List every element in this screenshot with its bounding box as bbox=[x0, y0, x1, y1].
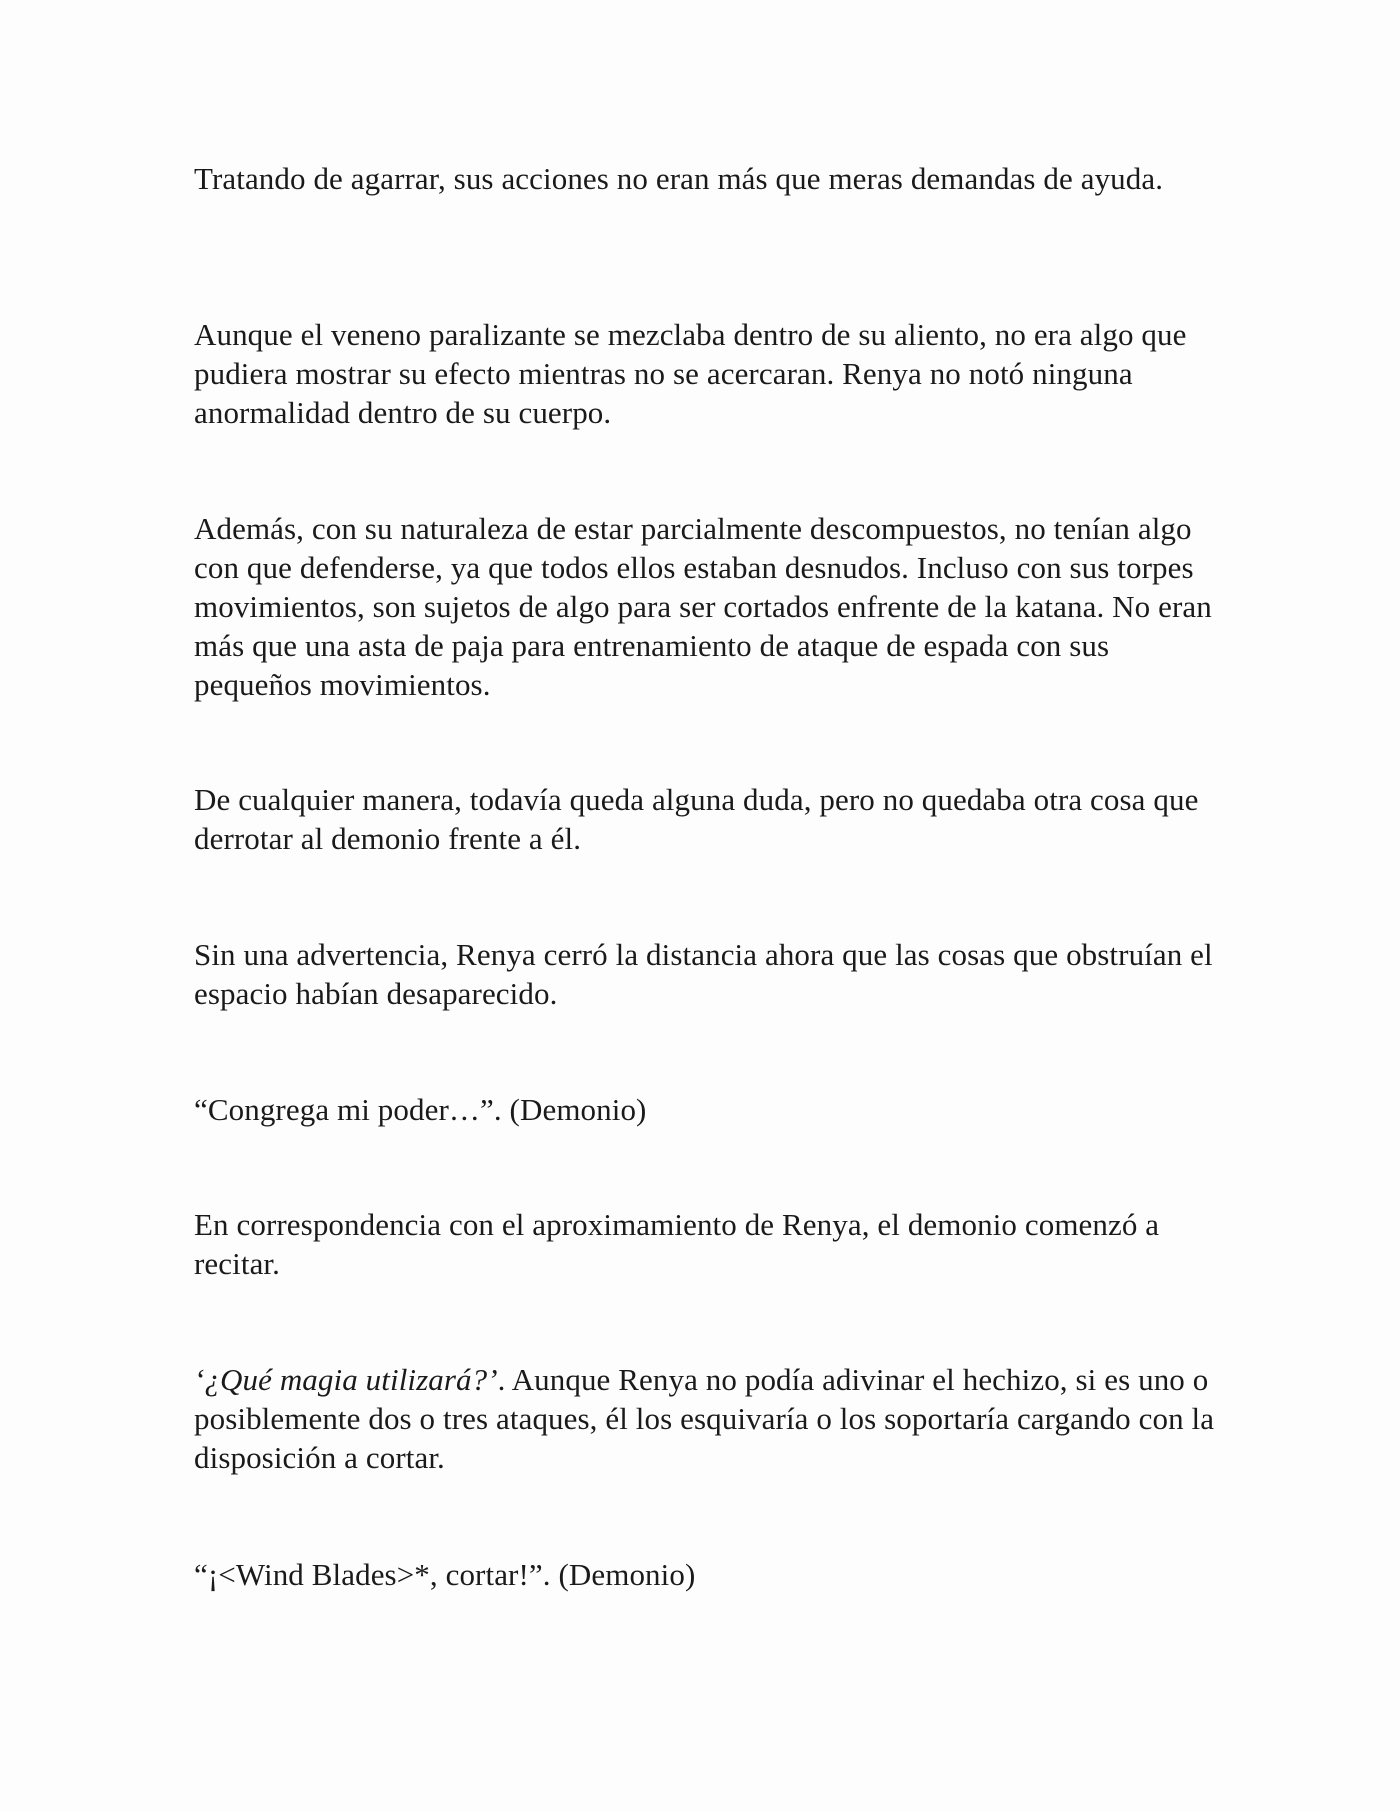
paragraph-1: Tratando de agarrar, sus acciones no eran más que meras demandas de ayuda. bbox=[194, 161, 1164, 196]
paragraph-3: Además, con su naturaleza de estar parcialmente descompuestos, no tenían algo con que defenderse, ya que todos ellos estaban desnudos. Incluso con sus torpes movimientos, son sujetos de algo para ser cortados enfrente de la katana. No eran más que una asta de paja para entrenamiento de ataque de espada con sus pequeños movimientos. bbox=[194, 511, 1212, 702]
paragraph-7: En correspondencia con el aproximamiento de Renya, el demonio comenzó a recitar. bbox=[194, 1207, 1160, 1281]
paragraph-8 bbox=[194, 1360, 1234, 1477]
paragraph-4: De cualquier manera, todavía queda alguna duda, pero no quedaba otra cosa que derrotar al demonio frente a él. bbox=[194, 782, 1199, 856]
paragraph-2: Aunque el veneno paralizante se mezclaba dentro de su aliento, no era algo que pudiera mostrar su efecto mientras no se acercaran. Renya no notó ninguna anormalidad dentro de su cuerpo. bbox=[194, 317, 1187, 430]
paragraph-8-text: . Aunque Renya no podía adivinar el hechizo, si es uno o posiblemente dos o tres ataques, él los esquivaría o los soportaría cargando con la disposición a cortar. bbox=[194, 1362, 1215, 1475]
dialogue-line-2: “¡<Wind Blades>*, cortar!”. (Demonio) bbox=[194, 1557, 696, 1592]
paragraph-5: Sin una advertencia, Renya cerró la distancia ahora que las cosas que obstruían el espacio habían desaparecido. bbox=[194, 937, 1213, 1011]
dialogue-line-1: “Congrega mi poder…”. (Demonio) bbox=[194, 1092, 647, 1127]
inner-thought: ‘¿Qué magia utilizará?’ bbox=[194, 1362, 498, 1397]
